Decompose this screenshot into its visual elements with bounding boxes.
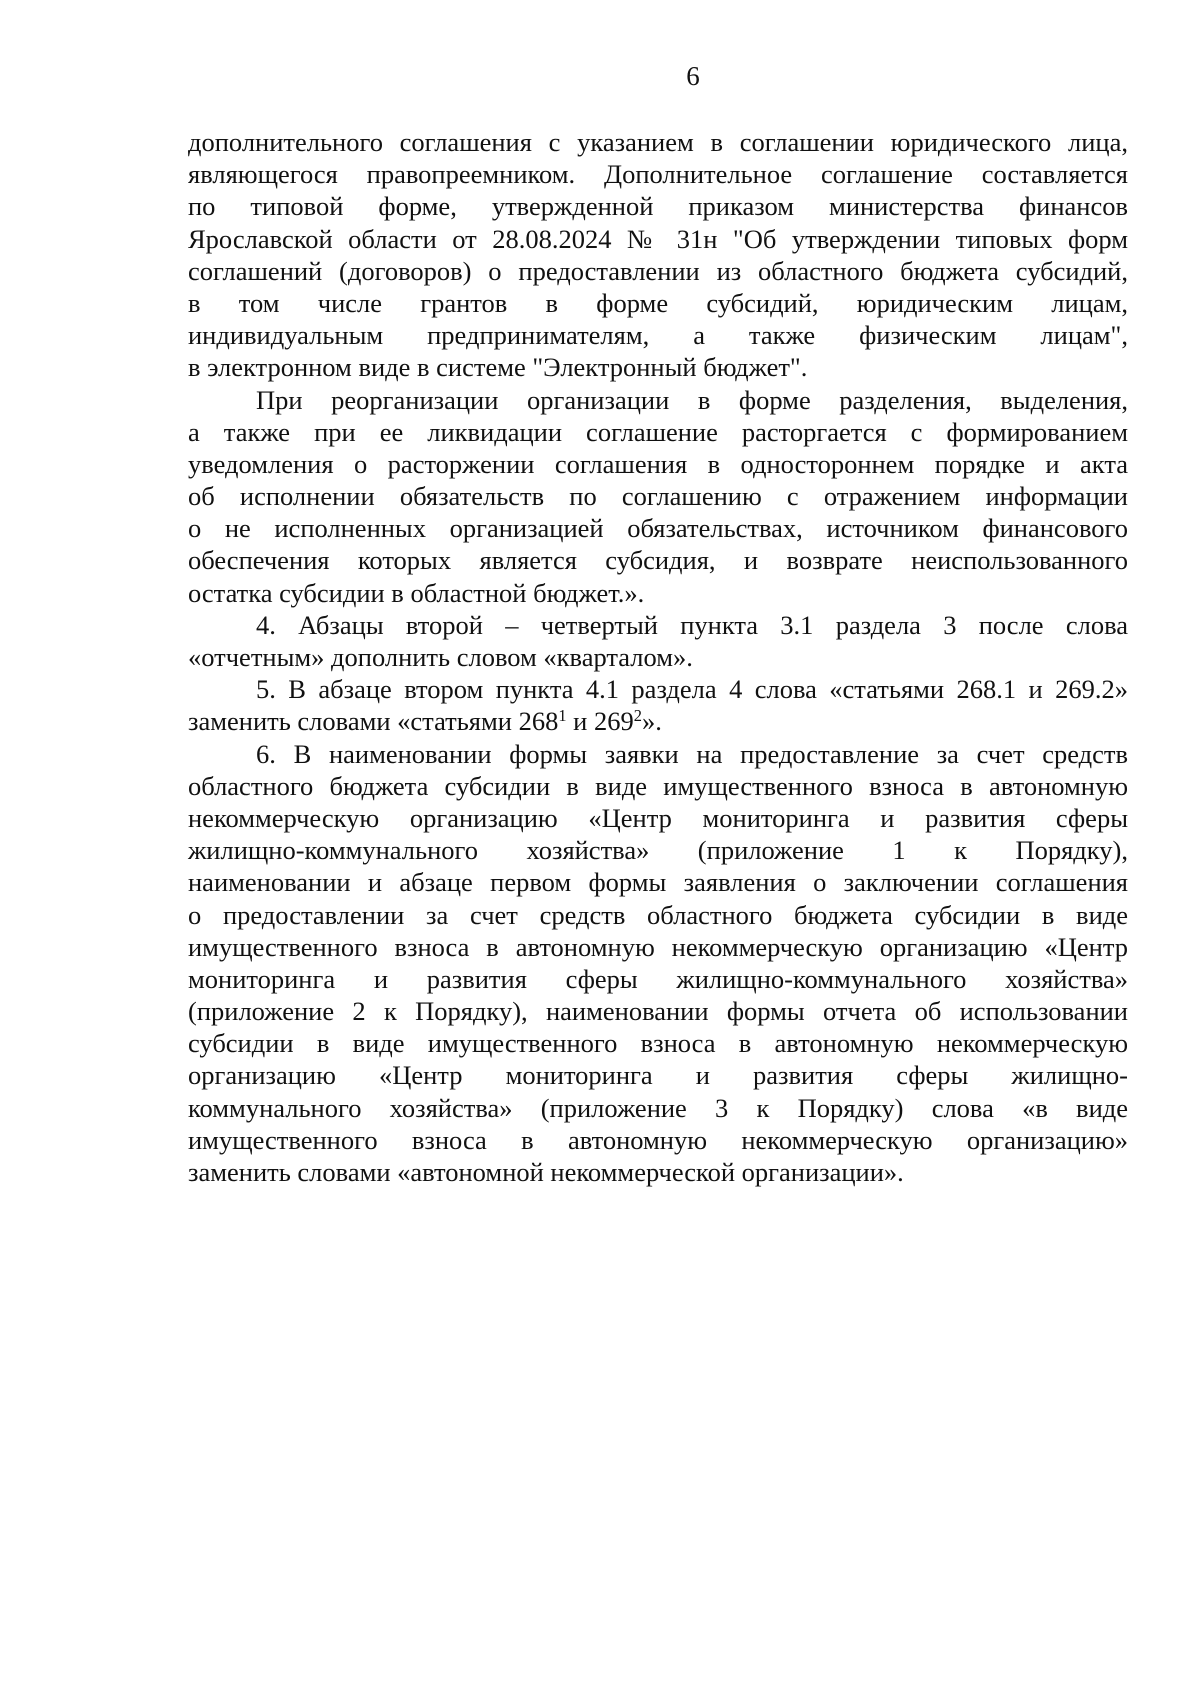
page-number: 6 [686, 61, 700, 91]
text-line: в том числе грантов в форме субсидий, юридическим лицам, [188, 287, 1128, 318]
text-line: об исполнении обязательств по соглашению с отражением информации [188, 481, 1128, 512]
text-line: соглашений (договоров) о предоставлении из областного бюджета субсидий, [188, 255, 1128, 286]
text-line: имущественного взноса в автономную некоммерческую организацию «Центр [188, 931, 1128, 962]
text-line: При реорганизации организации в форме разделения, выделения, [256, 384, 1128, 415]
text-line: а также при ее ликвидации соглашение расторгается с формированием [188, 416, 1128, 447]
text-line: по типовой форме, утвержденной приказом министерства финансов [188, 191, 1128, 222]
text-line: являющегося правопреемником. Дополнительное соглашение составляется [188, 159, 1128, 190]
text-line: остатка субсидии в областной бюджет.». [188, 577, 645, 608]
text-line: «отчетным» дополнить словом «кварталом». [188, 642, 693, 672]
text-line: уведомления о расторжении соглашения в одностороннем порядке и акта [188, 448, 1128, 479]
superscript: 2 [633, 706, 642, 726]
text-line: о не исполненных организацией обязательствах, источником финансового [188, 513, 1128, 544]
text-line: 6. В наименовании формы заявки на предоставление за счет средств [256, 738, 1128, 769]
text-line: коммунального хозяйства» (приложение 3 к Порядку) слова «в виде [188, 1092, 1128, 1123]
text-line: о предоставлении за счет средств областного бюджета субсидии в виде [188, 899, 1128, 930]
text-fragment: и 269 [566, 706, 634, 737]
text-line: жилищно-коммунального хозяйства» (приложение 1 к Порядку), [188, 835, 1128, 866]
superscript: 1 [558, 706, 567, 726]
text-fragment: заменить словами «статьями 268 [188, 706, 559, 737]
text-line: дополнительного соглашения с указанием в соглашении юридического лица, [188, 127, 1128, 157]
text-line: (приложение 2 к Порядку), наименовании формы отчета об использовании [188, 996, 1128, 1027]
text-line: некоммерческую организацию «Центр мониторинга и развития сферы [188, 802, 1128, 833]
text-line: 4. Абзацы второй – четвертый пункта 3.1 раздела 3 после слова [256, 609, 1128, 640]
text-line: мониторинга и развития сферы жилищно-коммунального хозяйства» [188, 963, 1128, 994]
text-line: субсидии в виде имущественного взноса в автономную некоммерческую [188, 1028, 1128, 1059]
document-body [188, 126, 1128, 1188]
text-line: заменить словами «автономной некоммерческой организации». [188, 1157, 904, 1187]
text-line: областного бюджета субсидии в виде имущественного взноса в автономную [188, 770, 1128, 801]
text-line: в электронном виде в системе "Электронный бюджет". [188, 352, 808, 383]
text-line: наименовании и абзаце первом формы заявления о заключении соглашения [188, 867, 1128, 898]
text-line: индивидуальным предпринимателям, а также физическим лицам", [188, 320, 1128, 351]
text-line-with-superscripts [188, 705, 1128, 737]
text-line: обеспечения которых является субсидия, и возврате неиспользованного [188, 545, 1128, 576]
text-line: имущественного взноса в автономную некоммерческую организацию» [188, 1124, 1128, 1155]
text-line: 5. В абзаце втором пункта 4.1 раздела 4 слова «статьями 268.1 и 269.2» [256, 674, 1128, 705]
text-line: организацию «Центр мониторинга и развития сферы жилищно- [188, 1060, 1128, 1091]
text-fragment: ». [641, 706, 662, 737]
text-line: Ярославской области от 28.08.2024 № 31н "Об утверждении типовых форм [188, 223, 1128, 254]
